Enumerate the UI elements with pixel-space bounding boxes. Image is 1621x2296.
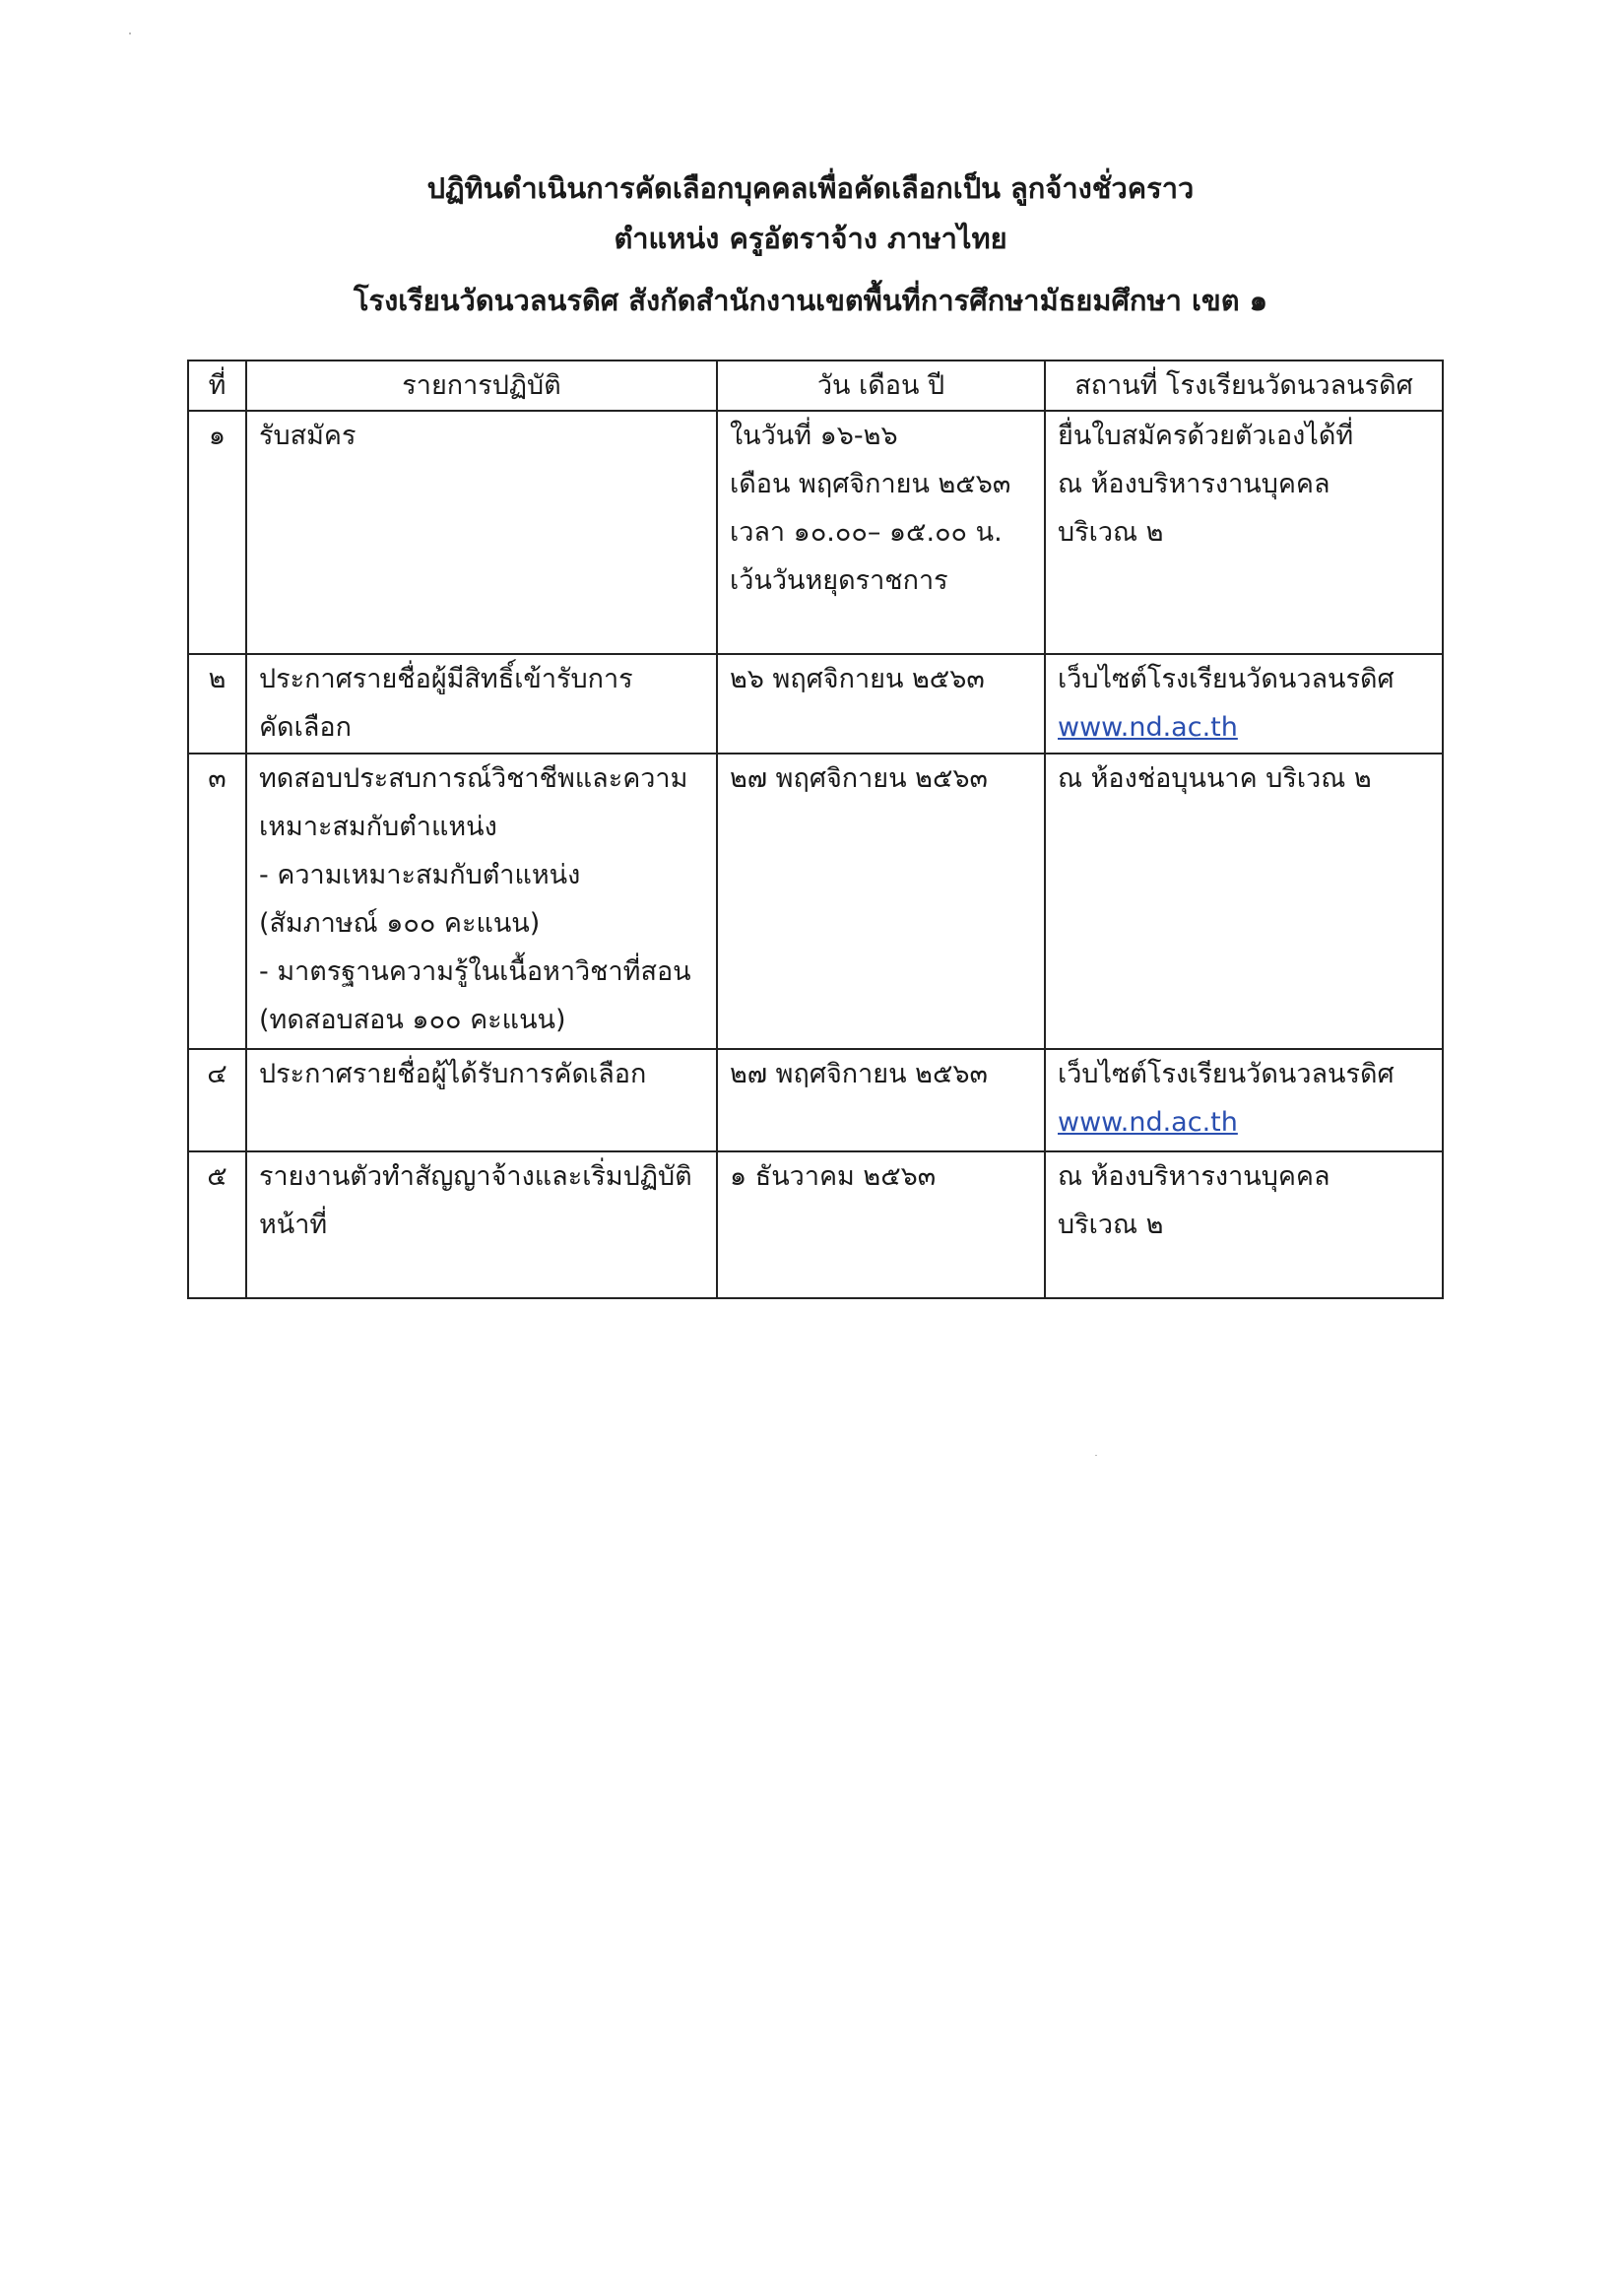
row-number: ๓ xyxy=(188,754,246,1049)
place-line: บริเวณ ๒ xyxy=(1058,517,1164,548)
date-line: ๒๗ พฤศจิกายน ๒๕๖๓ xyxy=(730,1059,988,1089)
task-line: คัดเลือก xyxy=(259,712,352,743)
place-line: ณ ห้องช่อบุนนาค บริเวณ ๒ xyxy=(1058,763,1372,794)
position-title: ตำแหน่ง ครูอัตราจ้าง ภาษาไทย xyxy=(614,222,1007,255)
row-date xyxy=(717,754,1045,1049)
website-link[interactable]: www.nd.ac.th xyxy=(1058,1107,1238,1138)
row-date xyxy=(717,654,1045,754)
table-row xyxy=(188,754,1443,1049)
place-line: ณ ห้องบริหารงานบุคคล xyxy=(1058,1161,1330,1192)
row-task xyxy=(246,411,717,654)
row-place xyxy=(1045,754,1443,1049)
task-line: (สัมภาษณ์ ๑๐๐ คะแนน) xyxy=(259,908,541,939)
task-line: รายงานตัวทำสัญญาจ้างและเริ่มปฏิบัติ xyxy=(259,1161,692,1192)
place-line: ยื่นใบสมัครด้วยตัวเองได้ที่ xyxy=(1058,421,1354,451)
document-title: ปฏิทินดำเนินการคัดเลือกบุคคลเพื่อคัดเลือกเป็น ลูกจ้างชั่วคราว xyxy=(426,171,1195,205)
table-row xyxy=(188,1049,1443,1151)
table-row xyxy=(188,654,1443,754)
header-no: ที่ xyxy=(188,361,246,411)
task-line: หน้าที่ xyxy=(259,1210,328,1240)
task-line: เหมาะสมกับตำแหน่ง xyxy=(259,812,497,842)
place-line: เว็บไซต์โรงเรียนวัดนวลนรดิศ xyxy=(1058,1059,1394,1089)
task-line: (ทดสอบสอน ๑๐๐ คะแนน) xyxy=(259,1005,566,1035)
date-line: เวลา ๑๐.๐๐– ๑๕.๐๐ น. xyxy=(730,517,1003,548)
task-line: - ความเหมาะสมกับตำแหน่ง xyxy=(259,860,581,890)
row-number: ๑ xyxy=(188,411,246,654)
header-date: วัน เดือน ปี xyxy=(717,361,1045,411)
row-task xyxy=(246,1049,717,1151)
scan-speck xyxy=(129,33,131,34)
row-place xyxy=(1045,1151,1443,1298)
place-line: เว็บไซต์โรงเรียนวัดนวลนรดิศ xyxy=(1058,664,1394,694)
row-place xyxy=(1045,411,1443,654)
place-line: ณ ห้องบริหารงานบุคคล xyxy=(1058,469,1330,499)
row-task xyxy=(246,1151,717,1298)
row-task xyxy=(246,754,717,1049)
row-date xyxy=(717,1151,1045,1298)
table-row xyxy=(188,1151,1443,1298)
row-number: ๕ xyxy=(188,1151,246,1298)
place-line: บริเวณ ๒ xyxy=(1058,1210,1164,1240)
row-number: ๔ xyxy=(188,1049,246,1151)
row-number: ๒ xyxy=(188,654,246,754)
table-row xyxy=(188,411,1443,654)
date-line: ในวันที่ ๑๖-๒๖ xyxy=(730,421,898,451)
row-date xyxy=(717,411,1045,654)
date-line: เว้นวันหยุดราชการ xyxy=(730,565,948,596)
date-line: ๒๗ พฤศจิกายน ๒๕๖๓ xyxy=(730,763,988,794)
table-header-row xyxy=(188,361,1443,411)
task-line: รับสมัคร xyxy=(259,421,357,451)
website-link[interactable]: www.nd.ac.th xyxy=(1058,712,1238,743)
task-line: ทดสอบประสบการณ์วิชาชีพและความ xyxy=(259,763,688,794)
date-line: ๑ ธันวาคม ๒๕๖๓ xyxy=(730,1161,937,1192)
date-line: เดือน พฤศจิกายน ๒๕๖๓ xyxy=(730,469,1011,499)
header-place: สถานที่ โรงเรียนวัดนวลนรดิศ xyxy=(1045,361,1443,411)
row-date xyxy=(717,1049,1045,1151)
scan-speck xyxy=(1095,1455,1097,1456)
header-task: รายการปฏิบัติ xyxy=(246,361,717,411)
date-line: ๒๖ พฤศจิกายน ๒๕๖๓ xyxy=(730,664,985,694)
row-place xyxy=(1045,1049,1443,1151)
task-line: ประกาศรายชื่อผู้มีสิทธิ์เข้ารับการ xyxy=(259,664,633,694)
task-line: ประกาศรายชื่อผู้ได้รับการคัดเลือก xyxy=(259,1059,647,1089)
school-title: โรงเรียนวัดนวลนรดิศ สังกัดสำนักงานเขตพื้นที่การศึกษามัธยมศึกษา เขต ๑ xyxy=(353,284,1268,317)
row-place xyxy=(1045,654,1443,754)
row-task xyxy=(246,654,717,754)
task-line: - มาตรฐานความรู้ในเนื้อหาวิชาที่สอน xyxy=(259,956,691,987)
schedule-table xyxy=(187,360,1444,1299)
